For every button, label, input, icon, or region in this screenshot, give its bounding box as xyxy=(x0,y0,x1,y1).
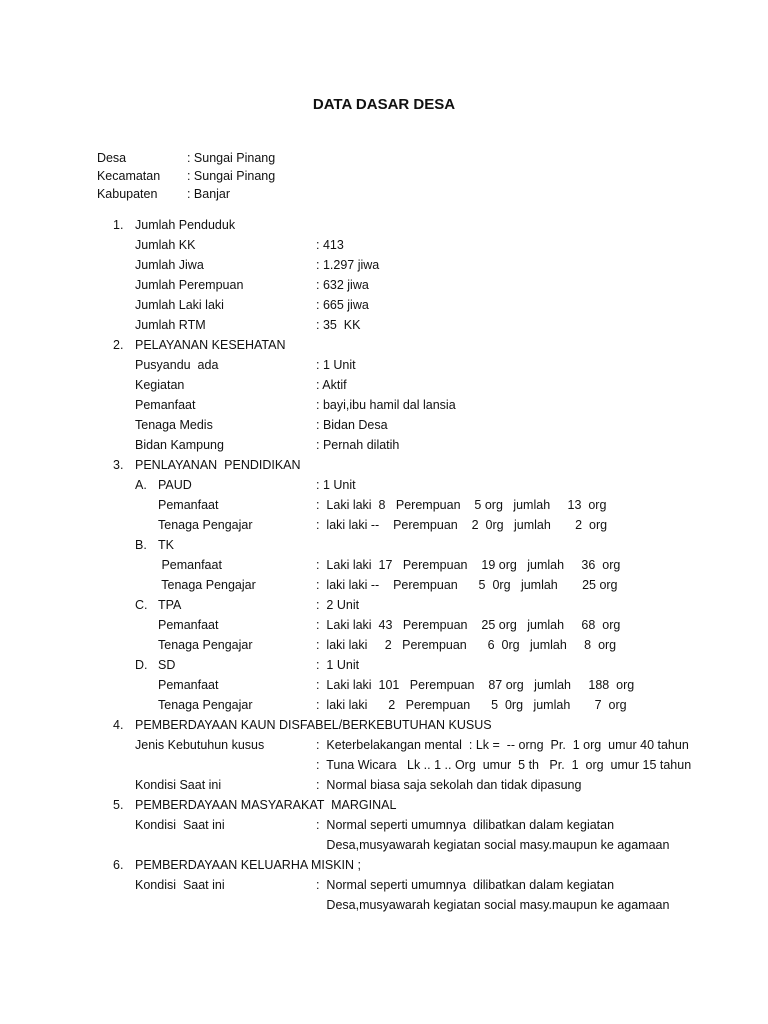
row-value: : 1 Unit xyxy=(316,658,360,672)
header-value: : Sungai Pinang xyxy=(186,151,276,165)
row-value: : bayi,ibu hamil dal lansia xyxy=(316,398,456,412)
row-value: : 413 xyxy=(316,238,344,252)
row-value: : Laki laki 8 Perempuan 5 org jumlah 13 org xyxy=(316,498,607,512)
row-label: Kondisi Saat ini xyxy=(135,878,225,892)
row-value: Desa,musyawarah kegiatan social masy.maupun ke agamaan xyxy=(316,838,670,852)
row-label: Pemanfaat xyxy=(158,558,222,572)
row-label: Jumlah Jiwa xyxy=(135,258,204,272)
row-label: Kondisi Saat ini xyxy=(135,778,222,792)
row-value: : Normal seperti umumnya dilibatkan dalam kegiatan xyxy=(316,818,615,832)
subsection-letter: B. xyxy=(135,538,147,552)
section-number: 1. xyxy=(113,218,124,232)
row-value: : 1 Unit xyxy=(316,478,356,492)
section-number: 5. xyxy=(113,798,124,812)
row-label: Tenaga Pengajar xyxy=(158,578,256,592)
row-label: Pemanfaat xyxy=(158,618,219,632)
row-label: Tenaga Pengajar xyxy=(158,638,253,652)
row-value: : laki laki -- Perempuan 5 0rg jumlah 25 org xyxy=(316,578,618,592)
row-value: : 665 jiwa xyxy=(316,298,369,312)
row-label: Pemanfaat xyxy=(158,498,219,512)
row-value: : 1.297 jiwa xyxy=(316,258,380,272)
row-label: Tenaga Medis xyxy=(135,418,213,432)
row-value: : Pernah dilatih xyxy=(316,438,400,452)
row-label: PELAYANAN KESEHATAN xyxy=(135,338,286,352)
row-value: : laki laki 2 Perempuan 5 0rg jumlah 7 org xyxy=(316,698,627,712)
row-label: Tenaga Pengajar xyxy=(158,698,253,712)
section-number: 4. xyxy=(113,718,124,732)
row-value: : Laki laki 101 Perempuan 87 org jumlah 188 org xyxy=(316,678,635,692)
row-value: : 632 jiwa xyxy=(316,278,369,292)
row-value: : Aktif xyxy=(316,378,347,392)
row-value: : laki laki 2 Perempuan 6 0rg jumlah 8 org xyxy=(316,638,617,652)
row-label: PEMBERDAYAAN MASYARAKAT MARGINAL xyxy=(135,798,397,812)
row-label: Jumlah Penduduk xyxy=(135,218,236,232)
row-label: Jumlah KK xyxy=(135,238,196,252)
section-number: 2. xyxy=(113,338,124,352)
row-label: PEMBERDAYAAN KELUARHA MISKIN ; xyxy=(135,858,361,872)
row-value: : Laki laki 43 Perempuan 25 org jumlah 68 org xyxy=(316,618,621,632)
row-value: : 1 Unit xyxy=(316,358,356,372)
document-title: DATA DASAR DESA xyxy=(312,96,456,113)
row-label: Tenaga Pengajar xyxy=(158,518,253,532)
row-value: : Keterbelakangan mental : Lk = -- orng Pr. 1 org umur 40 tahun xyxy=(316,738,689,752)
row-value: : Bidan Desa xyxy=(316,418,388,432)
section-number: 3. xyxy=(113,458,124,472)
row-label: SD xyxy=(158,658,176,672)
row-label: TK xyxy=(158,538,174,552)
row-label: Bidan Kampung xyxy=(135,438,224,452)
header-value: : Sungai Pinang xyxy=(186,169,276,183)
row-label: PEMBERDAYAAN KAUN DISFABEL/BERKEBUTUHAN KUSUS xyxy=(135,718,492,732)
row-label: Jumlah Laki laki xyxy=(135,298,224,312)
row-label: Pemanfaat xyxy=(135,398,196,412)
row-value: : Normal seperti umumnya dilibatkan dalam kegiatan xyxy=(316,878,615,892)
row-label: PENLAYANAN PENDIDIKAN xyxy=(135,458,301,472)
subsection-letter: A. xyxy=(135,478,147,492)
row-label: Kondisi Saat ini xyxy=(135,818,225,832)
row-value: : Tuna Wicara Lk .. 1 .. Org umur 5 th Pr. 1 org umur 15 tahun xyxy=(316,758,692,772)
row-label: Jumlah RTM xyxy=(135,318,206,332)
row-value: Desa,musyawarah kegiatan social masy.maupun ke agamaan xyxy=(316,898,670,912)
row-label: Pusyandu ada xyxy=(135,358,219,372)
row-label: TPA xyxy=(158,598,182,612)
row-value: : Laki laki 17 Perempuan 19 org jumlah 36 org xyxy=(316,558,621,572)
section-number: 6. xyxy=(113,858,124,872)
row-value: : Normal biasa saja sekolah dan tidak dipasung xyxy=(316,778,582,792)
row-value: : laki laki -- Perempuan 2 0rg jumlah 2 org xyxy=(316,518,608,532)
row-value: : 2 Unit xyxy=(316,598,360,612)
row-label: Kegiatan xyxy=(135,378,185,392)
header-row-kecamatan xyxy=(90,149,276,183)
header-label: Kabupaten xyxy=(96,187,158,201)
row-label: Pemanfaat xyxy=(158,678,219,692)
header-label: Kecamatan xyxy=(96,169,161,183)
row-label: Jenis Kebutuhun kusus xyxy=(135,738,265,752)
header-row-desa xyxy=(90,131,276,165)
subsection-letter: D. xyxy=(135,658,148,672)
subsection-letter: C. xyxy=(135,598,148,612)
header-value: : Banjar xyxy=(186,187,231,201)
header-label: Desa xyxy=(96,151,127,165)
row-value: : 35 KK xyxy=(316,318,361,332)
row-label: Jumlah Perempuan xyxy=(135,278,244,292)
row-label: PAUD xyxy=(158,478,192,492)
